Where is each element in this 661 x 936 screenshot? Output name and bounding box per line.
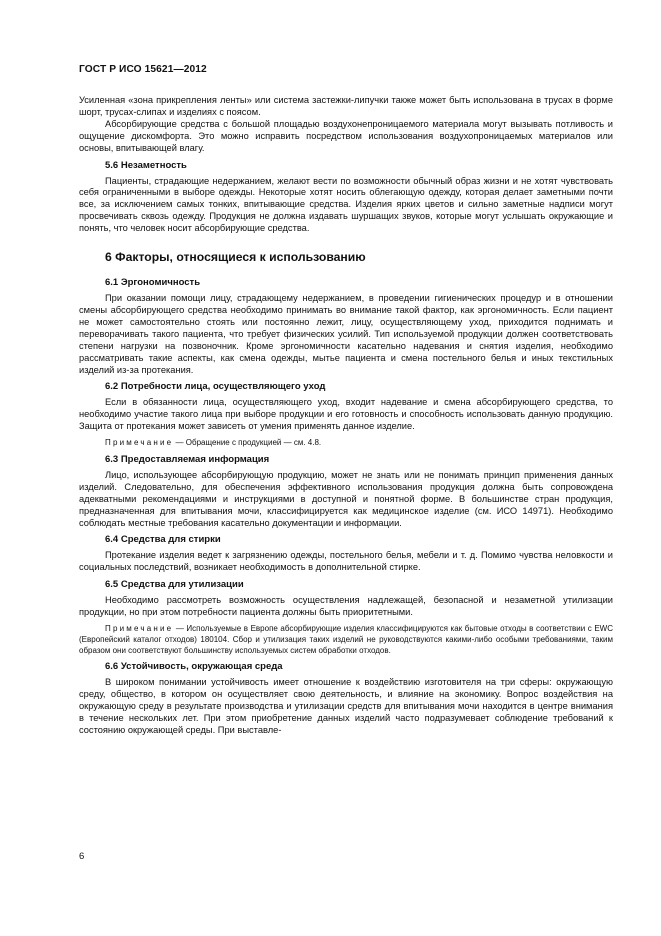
body-paragraph: Протекание изделия ведет к загрязнению одежды, постельного белья, мебели и т. д. Помимо чувства неловкости и социальных последствий, возникает необходимость в дополнительной стирке. xyxy=(79,550,613,573)
document-body xyxy=(79,95,613,737)
note-paragraph xyxy=(79,438,613,449)
subsection-heading: 5.6 Незаметность xyxy=(105,159,187,171)
subsection-heading: 6.5 Средства для утилизации xyxy=(105,579,244,591)
subsection-heading: 6.4 Средства для стирки xyxy=(105,534,221,546)
body-paragraph: Пациенты, страдающие недержанием, желают вести по возможности обычный образ жизни и не хотят чувствовать себя ограниченными в выборе одежды. Некоторые хотят носить облегающую одежду, которая делает заметными почти все, за исключением самых тонких, впитывающие средства. Изделия ярких цветов и сильно заметные надписи могут просвечивать сквозь одежду. Продукция не должна издавать шуршащих звуков, которые могут услышать окружающие и понять, что человек носит абсорбирующие средства. xyxy=(79,175,613,234)
section-heading: 6 Факторы, относящиеся к использованию xyxy=(105,250,366,265)
document-header: ГОСТ Р ИСО 15621—2012 xyxy=(79,64,207,75)
body-paragraph: Усиленная «зона прикрепления ленты» или система застежки-липучки также может быть использована в трусах в форме шорт, трусах-слипах и изделиях с поясом. xyxy=(79,95,613,117)
document-page xyxy=(79,64,613,737)
subsection-heading: 6.2 Потребности лица, осуществляющего уход xyxy=(105,381,326,393)
body-paragraph: Если в обязанности лица, осуществляющего уход, входит надевание и смена абсорбирующего средства, то необходимо участие такого лица при выборе продукции и его готовность и способность использовать данную продукцию. Защита от протекания может зависеть от умения применять данное изделие. xyxy=(79,397,613,432)
page-number: 6 xyxy=(79,851,85,862)
subsection-heading: 6.6 Устойчивость, окружающая среда xyxy=(105,661,283,673)
subsection-heading: 6.3 Предоставляемая информация xyxy=(105,453,270,465)
note-label: Примечание xyxy=(105,438,174,448)
note-text: — Обращение с продукцией — см. 4.8. xyxy=(173,438,322,448)
subsection-heading: 6.1 Эргономичность xyxy=(105,277,201,289)
body-paragraph: Абсорбирующие средства с большой площадью воздухонепроницаемого материала могут вызывать потливость и ощущение дискомфорта. Это можно исправить посредством использования воздухопроницаемых материалов или основы, впитывающей влагу. xyxy=(79,118,613,153)
body-paragraph: В широком понимании устойчивость имеет отношение к воздействию изготовителя на три сферы: окружающую среду, общество, в котором он осуществляет свою деятельность, и влияние на экономику. Вопрос воздействия на окружающую среду в результате производства и утилизации средств для впитывания мочи находится в центре внимания в течение нескольких лет. При этом приобретение данных изделий часто подразумевает соблюдение требований к состоянию окружающей среды. При выставле- xyxy=(79,677,613,736)
body-paragraph: Лицо, использующее абсорбирующую продукцию, может не знать или не понимать принцип применения данных изделий. Следовательно, для обеспечения эффективного использования продукция должна быть сопровождена адекватными рекомендациями и инструкциями в доступной и понятной форме. В большинстве стран продукция, предназначенная для впитывания мочи, классифицируется как медицинское изделие (см. ИСО 14971). Необходимо соблюдать местные требования касательно документации и информации. xyxy=(79,469,613,528)
note-paragraph xyxy=(79,624,613,656)
body-paragraph: При оказании помощи лицу, страдающему недержанием, в проведении гигиенических процедур и в отношении смены абсорбирующего средства необходимо принимать во внимание такой фактор, как эргономичность. Если пациент не может самостоятельно стоять или постоянно лежит, лицу, осуществляющему уход, приходится поднимать и переворачивать такого пациента, что требует физических усилий. Тип используемой продукции должен соответствовать степени нагрузки на позвоночник. Кроме эргономичности касательно надевания и снятия изделия, необходимо рассматривать такие аспекты, как смена одежды, мытье пациента и смена постельного белья и иных текстильных изделий из-за протекания. xyxy=(79,293,613,375)
body-paragraph: Необходимо рассмотреть возможность осуществления надлежащей, безопасной и незаметной утилизации продукции, но при этом потребности пациента должны быть приоритетными. xyxy=(79,595,613,618)
note-label: Примечание xyxy=(105,624,174,634)
note-text: — Используемые в Европе абсорбирующие изделия классифицируются как бытовые отходы в соответствии с EWC (Европейский каталог отходов) 180104. Сбор и утилизация таких изделий не руководствуются какими-либо особыми требованиями, таким образом они соответствуют большинству используемых систем обработки отходов. xyxy=(79,624,613,655)
